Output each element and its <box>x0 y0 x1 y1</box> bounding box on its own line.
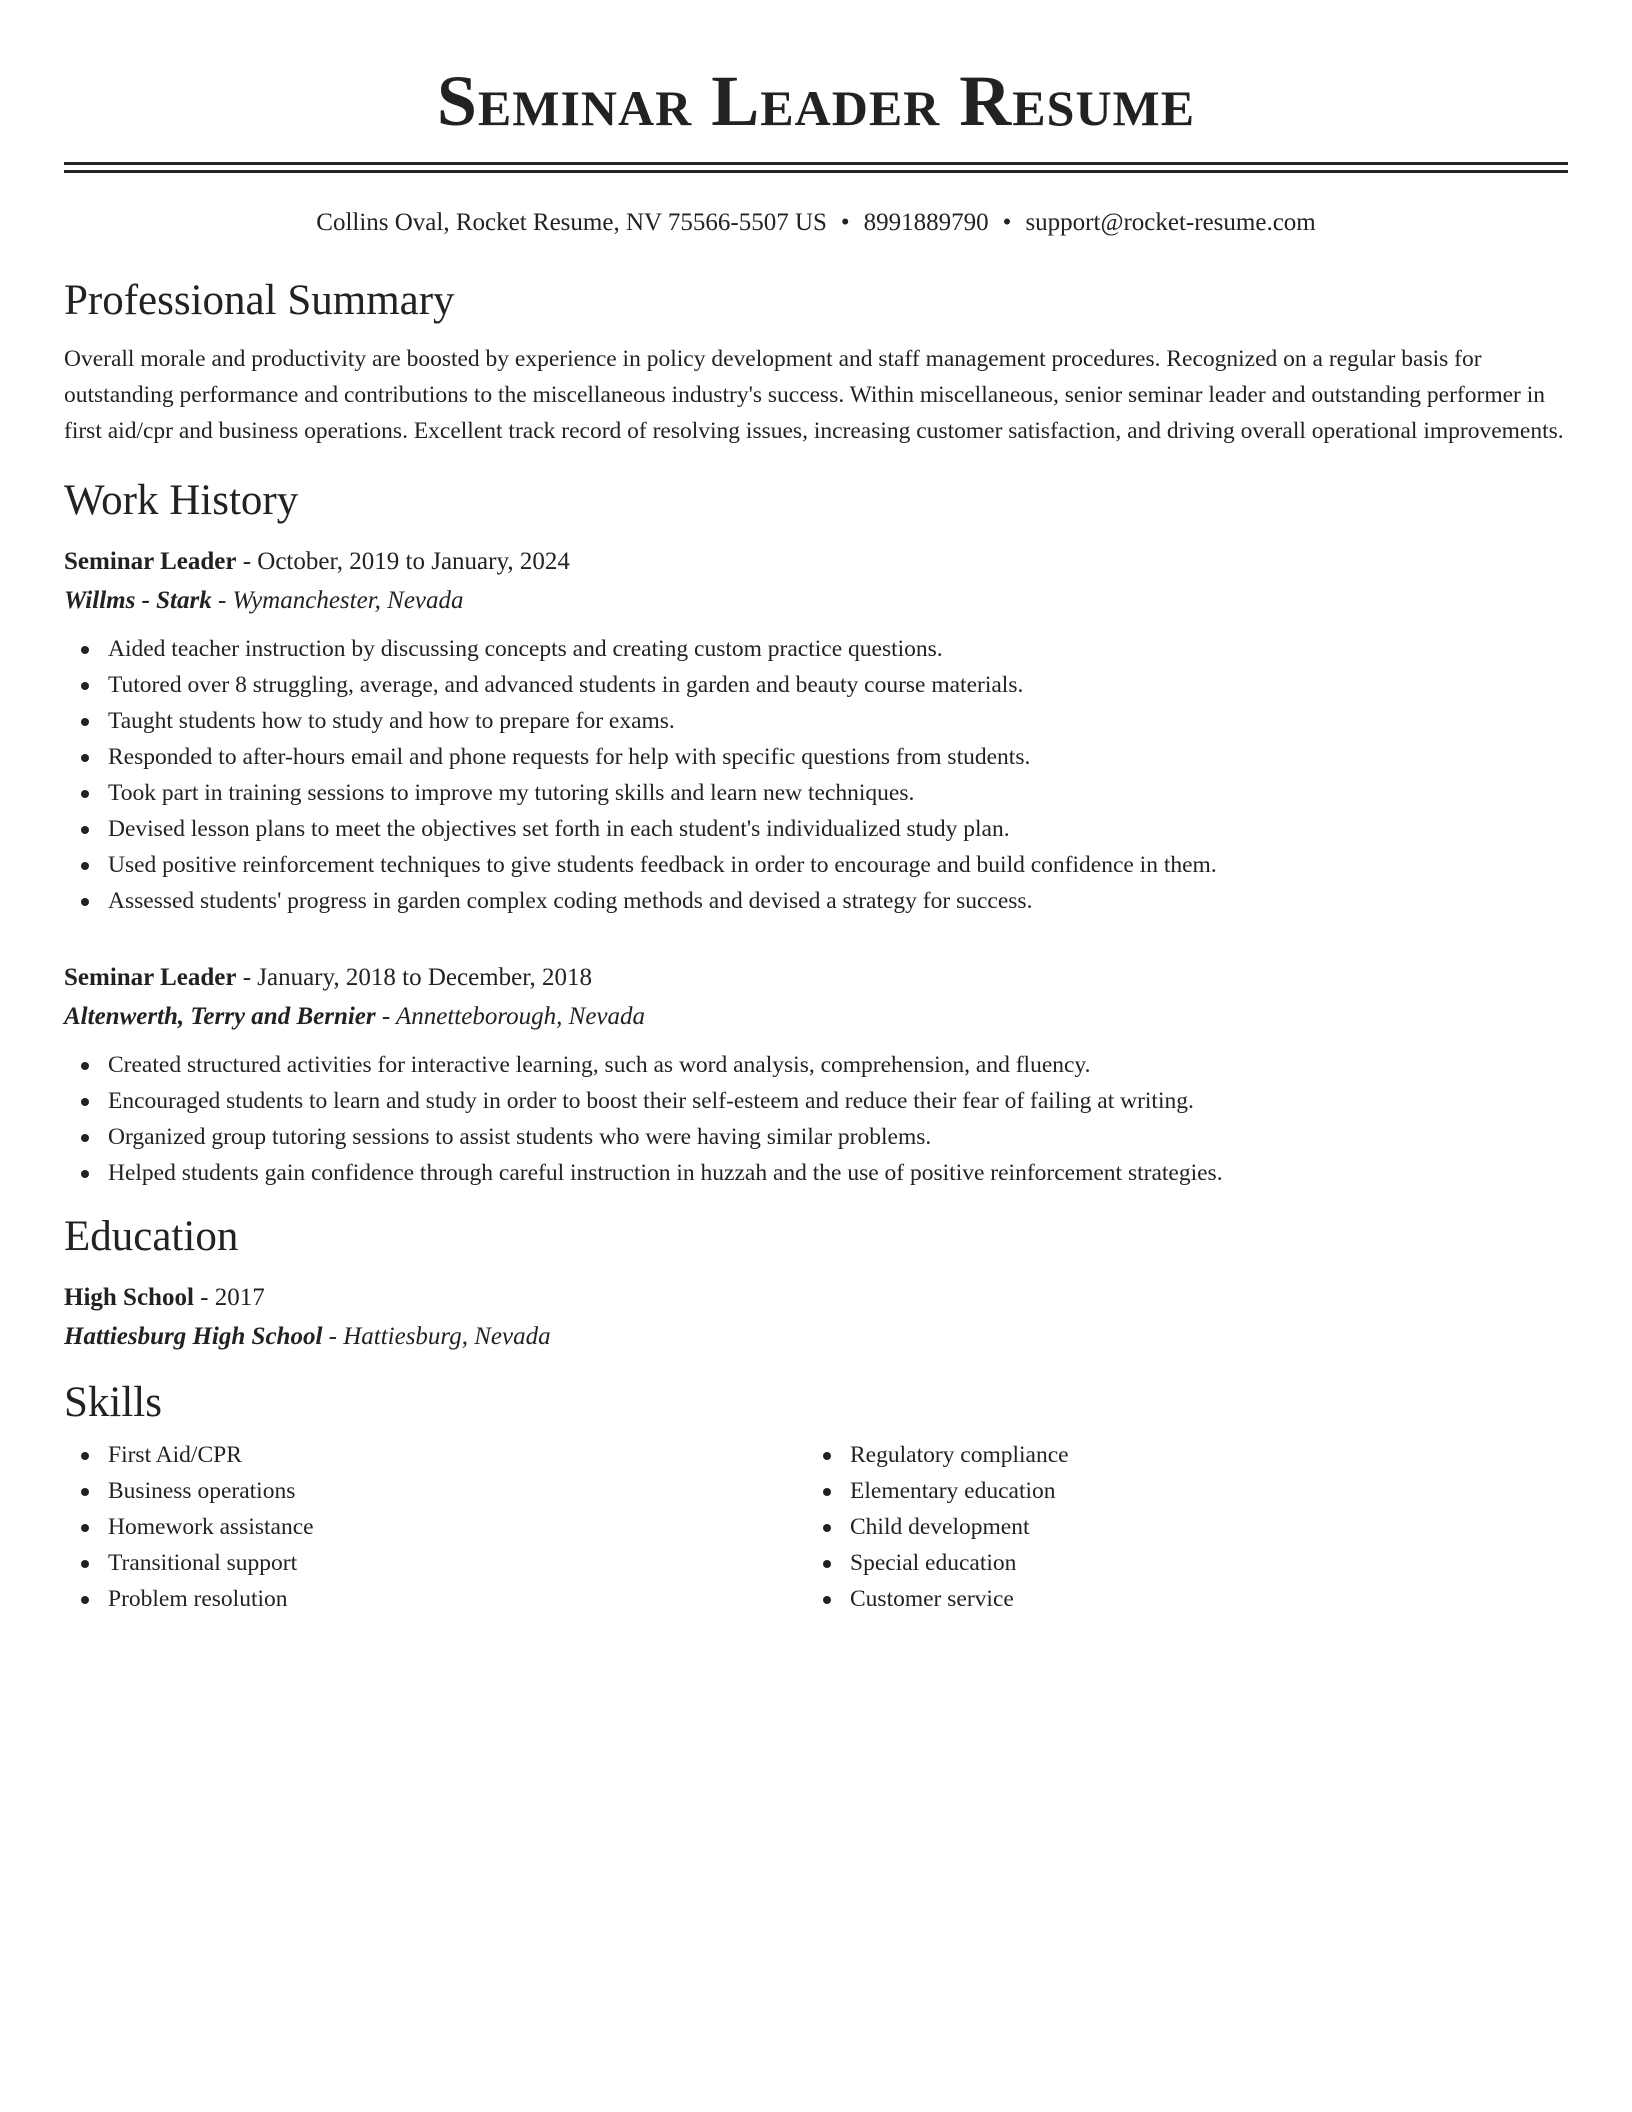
job-title-line <box>64 543 1568 581</box>
job-entry <box>64 959 1568 1191</box>
skill-item: Transitional support <box>64 1545 806 1581</box>
contact-email: support@rocket-resume.com <box>1025 209 1316 236</box>
skills-list <box>64 1437 1568 1617</box>
list-item: Taught students how to study and how to prepare for exams. <box>64 703 1568 739</box>
job-bullets <box>64 1047 1568 1191</box>
contact-phone: 8991889790 <box>863 209 989 236</box>
education-heading: Education <box>64 1213 239 1260</box>
list-item: Devised lesson plans to meet the objectives set forth in each student's individualized study plan. <box>64 811 1568 847</box>
job-dates: - January, 2018 to December, 2018 <box>236 964 593 991</box>
list-item: Helped students gain confidence through careful instruction in huzzah and the use of positive reinforcement strategies. <box>64 1155 1568 1191</box>
skill-item: Regulatory compliance <box>806 1437 1548 1473</box>
job-entry <box>64 543 1568 919</box>
skill-item: Child development <box>806 1509 1548 1545</box>
degree: High School <box>64 1284 194 1311</box>
skills-column-left <box>64 1437 806 1617</box>
skill-item: Customer service <box>806 1581 1548 1617</box>
skill-item: Business operations <box>64 1473 806 1509</box>
skill-item: Elementary education <box>806 1473 1548 1509</box>
list-item: Organized group tutoring sessions to assist students who were having similar problems. <box>64 1119 1568 1155</box>
skill-item: First Aid/CPR <box>64 1437 806 1473</box>
list-item: Assessed students' progress in garden complex coding methods and devised a strategy for success. <box>64 883 1568 919</box>
contact-separator: • <box>840 209 850 236</box>
list-item: Aided teacher instruction by discussing concepts and creating custom practice questions. <box>64 631 1568 667</box>
resume-title: Seminar Leader Resume <box>436 61 1196 141</box>
company-location: - Annetteborough, Nevada <box>375 1003 646 1030</box>
skills-column-right <box>806 1437 1548 1617</box>
degree-line <box>64 1279 1568 1317</box>
summary-heading: Professional Summary <box>64 277 455 324</box>
company-name: Altenwerth, Terry and Bernier <box>64 1003 376 1030</box>
contact-address: Collins Oval, Rocket Resume, NV 75566-5507 US <box>316 209 827 236</box>
skill-item: Problem resolution <box>64 1581 806 1617</box>
job-title-line <box>64 959 1568 997</box>
list-item: Used positive reinforcement techniques to give students feedback in order to encourage and build confidence in them. <box>64 847 1568 883</box>
company-line <box>64 997 1568 1037</box>
education-entry <box>64 1279 1568 1357</box>
company-name: Willms - Stark <box>64 587 212 614</box>
contact-separator: • <box>1002 209 1012 236</box>
graduation-year: - 2017 <box>193 1284 265 1311</box>
job-dates: - October, 2019 to January, 2024 <box>236 548 570 575</box>
company-line <box>64 581 1568 621</box>
school-name: Hattiesburg High School <box>64 1323 323 1350</box>
skill-item: Homework assistance <box>64 1509 806 1545</box>
job-title: Seminar Leader <box>64 548 237 575</box>
list-item: Tutored over 8 struggling, average, and advanced students in garden and beauty course materials. <box>64 667 1568 703</box>
list-item: Responded to after-hours email and phone requests for help with specific questions from students. <box>64 739 1568 775</box>
skills-heading: Skills <box>64 1379 162 1426</box>
list-item: Created structured activities for interactive learning, such as word analysis, comprehension, and fluency. <box>64 1047 1568 1083</box>
list-item: Encouraged students to learn and study in order to boost their self-esteem and reduce their fear of failing at writing. <box>64 1083 1568 1119</box>
summary-text: Overall morale and productivity are boosted by experience in policy development and staff management procedures. Recognized on a regular basis for outstanding performance and contributions to the miscellaneous industry's success. Within miscellaneous, senior seminar leader and outstanding performer in first aid/cpr and business operations. Excellent track record of resolving issues, increasing customer satisfaction, and driving overall operational improvements. <box>64 346 1564 444</box>
school-line <box>64 1317 1568 1357</box>
school-location: - Hattiesburg, Nevada <box>322 1323 551 1350</box>
job-bullets <box>64 631 1568 919</box>
title-double-rule <box>64 162 1568 173</box>
skill-item: Special education <box>806 1545 1548 1581</box>
company-location: - Wymanchester, Nevada <box>211 587 464 614</box>
work-history-heading: Work History <box>64 477 299 524</box>
job-title: Seminar Leader <box>64 964 237 991</box>
list-item: Took part in training sessions to improve my tutoring skills and learn new techniques. <box>64 775 1568 811</box>
contact-line <box>64 207 1568 239</box>
